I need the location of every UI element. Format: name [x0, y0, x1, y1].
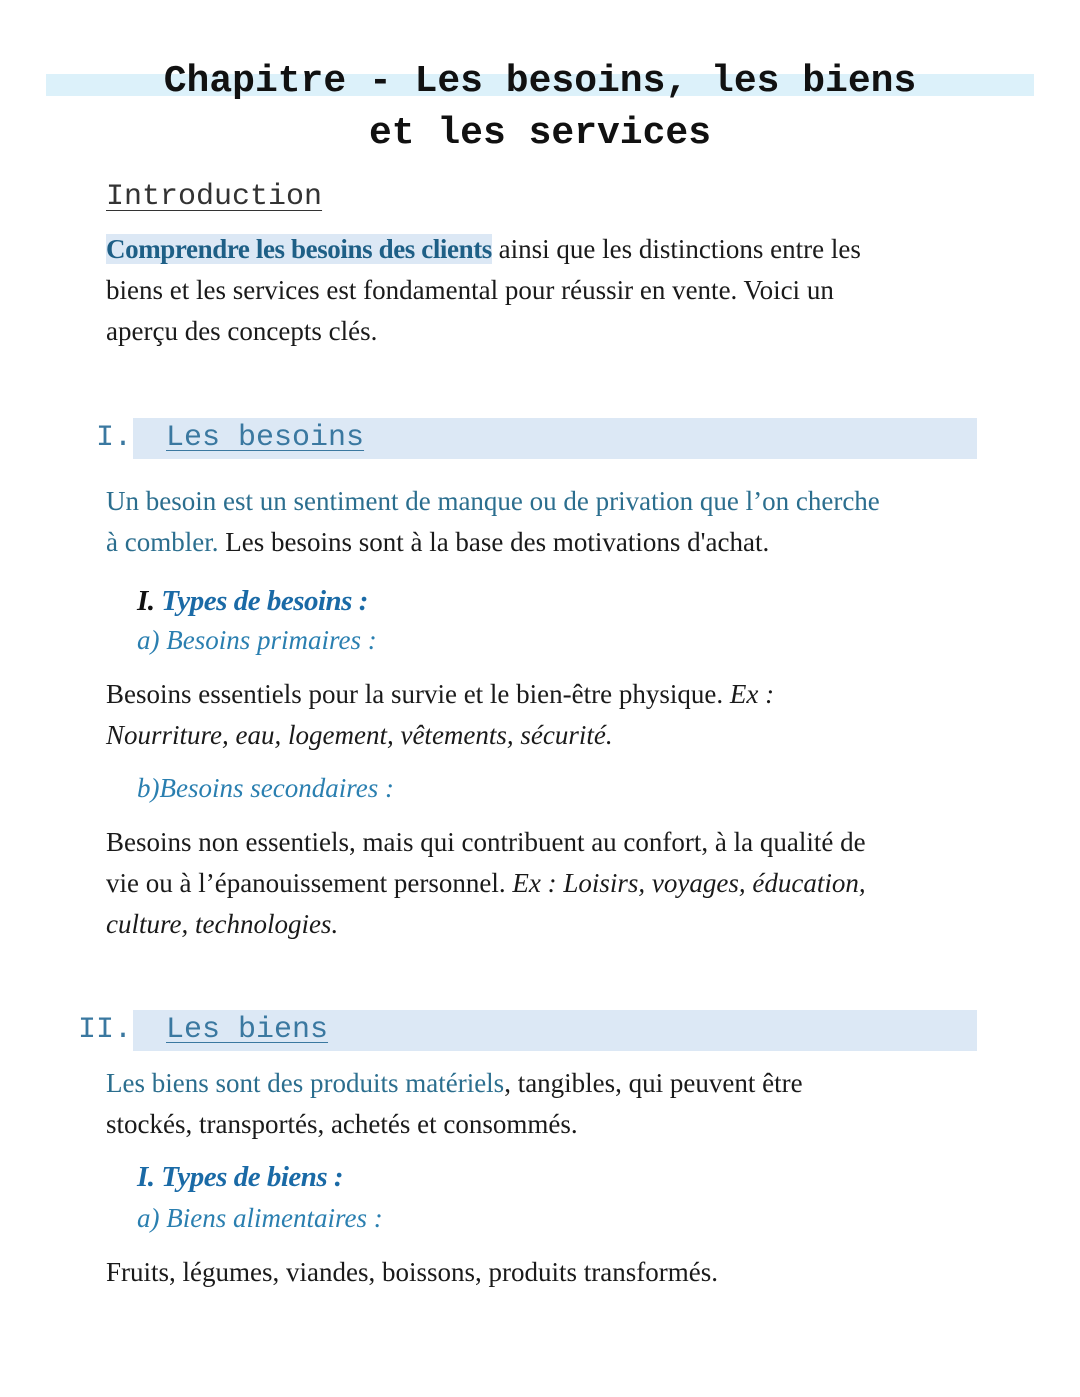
section2-def-colored: Les biens sont des produits matériels — [106, 1068, 505, 1098]
intro-line2: biens et les services est fondamental pour réussir en vente. Voici un — [106, 275, 834, 305]
section1-subheading — [137, 582, 368, 620]
section2-title: Les biens — [166, 1013, 329, 1047]
primary-needs-heading: a) Besoins primaires : — [137, 625, 377, 655]
section1-def-line2 — [106, 522, 986, 563]
secondary-needs-heading: b)Besoins secondaires : — [137, 773, 394, 803]
secondary-needs-ex: Ex : Loisirs, voyages, éducation, — [512, 868, 866, 898]
secondary-needs-line3: culture, technologies. — [106, 909, 339, 939]
section2-definition — [106, 1063, 986, 1145]
section1-def-rest: Les besoins sont à la base des motivations d'achat. — [218, 527, 770, 557]
food-goods-paragraph: Fruits, légumes, viandes, boissons, produits transformés. — [106, 1257, 718, 1287]
primary-needs-text: Besoins essentiels pour la survie et le bien-être physique. — [106, 679, 730, 709]
primary-needs-line1 — [106, 674, 986, 715]
section2-def-rest: , tangibles, qui peuvent être — [504, 1068, 803, 1098]
page-title-line1: Chapitre - Les besoins, les biens — [163, 60, 917, 103]
secondary-needs-line2-text: vie ou à l’épanouissement personnel. — [106, 868, 513, 898]
section1-subheading-number: I. — [137, 585, 155, 617]
page-title-line2: et les services — [368, 112, 712, 155]
section2-number: II. — [78, 1013, 133, 1047]
section1-def-colored-end: à combler. — [106, 527, 219, 557]
section1-subheading-text: Types de besoins : — [154, 585, 368, 617]
section2-def-line2: stockés, transportés, achetés et consommés. — [106, 1109, 578, 1139]
intro-highlight: Comprendre les besoins des clients — [106, 234, 492, 264]
introduction-heading: Introduction — [106, 180, 323, 214]
intro-paragraph — [106, 229, 986, 352]
secondary-needs-line2 — [106, 863, 986, 904]
secondary-needs-paragraph — [106, 822, 986, 945]
page-title — [46, 56, 1034, 160]
primary-needs-paragraph — [106, 674, 986, 756]
section2-subheading — [137, 1158, 343, 1196]
secondary-needs-line1: Besoins non essentiels, mais qui contribuent au confort, à la qualité de — [106, 827, 866, 857]
intro-line3: aperçu des concepts clés. — [106, 316, 378, 346]
section1-definition — [106, 481, 986, 563]
primary-needs-examples: Nourriture, eau, logement, vêtements, sécurité. — [106, 720, 613, 750]
section2-subheading-text: I. Types de biens : — [137, 1161, 344, 1193]
intro-line1-rest: ainsi que les distinctions entre les — [491, 234, 861, 264]
primary-needs-ex-label: Ex : — [729, 679, 775, 709]
intro-line1 — [106, 229, 986, 270]
section1-def-line1: Un besoin est un sentiment de manque ou de privation que l’on cherche — [106, 486, 880, 516]
section2-def-line1 — [106, 1063, 986, 1104]
food-goods-heading: a) Biens alimentaires : — [137, 1203, 383, 1233]
section1-title: Les besoins — [166, 421, 365, 455]
section1-number: I. — [96, 421, 133, 455]
